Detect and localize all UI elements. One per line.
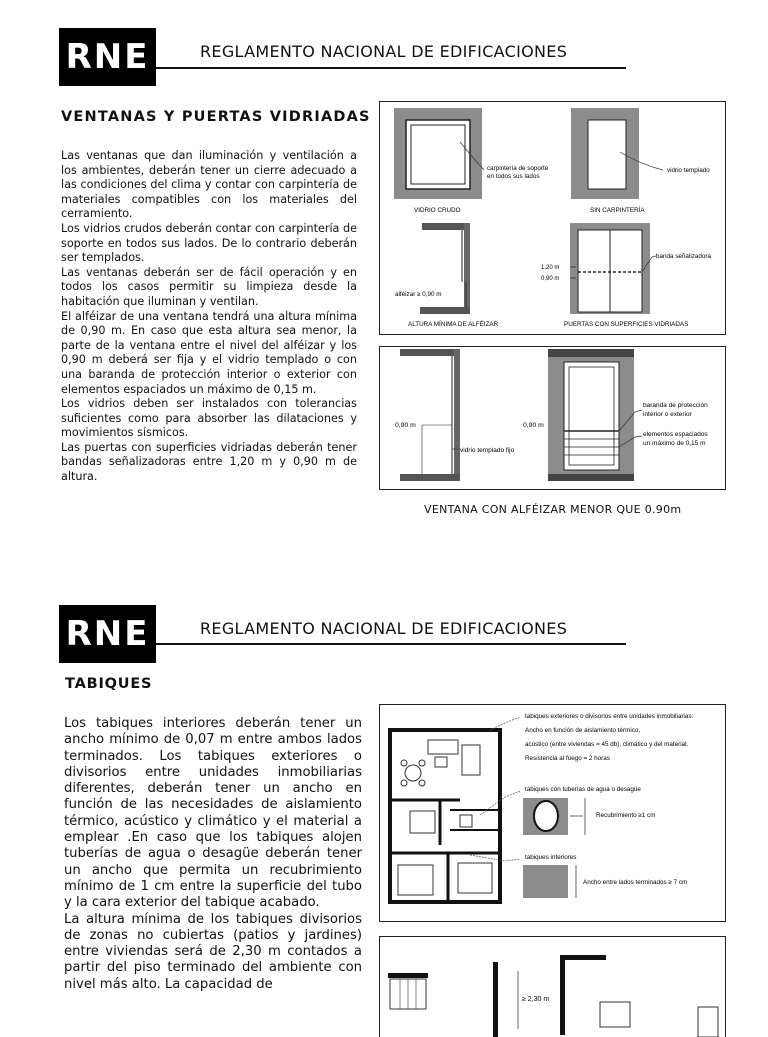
label-tuberias: tabiques con tuberías de agua o desagüe [525,786,641,793]
paragraph: Las ventanas que dan iluminación y ventilación a los ambientes, deberán tener un cierre adecuado a las condiciones del clima y contar con carpintería de materiales compatibles con los materiales del cerramiento. [61,149,357,221]
low-sill-window-figure [379,346,726,490]
figure-caption: VENTANA CON ALFÉIZAR MENOR QUE 0.90m [424,503,682,516]
paragraph: El alféizar de una ventana tendrá una altura mínima de 0,90 m. En caso que esta altura sea menor, la parte de la ventana entre el nivel del alféizar y los 0,90 m deberá ser fija y el vidrio templado o con una baranda de protección interior o exterior con elementos espaciados un máximo de 0,15 m. [61,309,357,396]
label-baranda: baranda de protección [643,402,708,409]
window-types-figure [379,101,726,335]
paragraph: Las ventanas deberán ser de fácil operación y en todos los casos permitir su limpieza desde la habitación que iluminan y ventilan. [61,265,357,308]
label-elementos: elementos espaciados [643,431,708,438]
label-exteriores: tabiques exteriores o divisorios entre unidades inmobiliarias: [525,713,694,720]
page-header: REGLAMENTO NACIONAL DE EDIFICACIONES [200,619,568,638]
label-carpinteria: en todos sus lados [487,173,540,180]
label-interiores: tabiques interiores [525,854,577,861]
paragraph: La altura mínima de los tabiques divisorios de zonas no cubiertas (patios y jardines) entre viviendas será de 2,30 m contados a partir del piso terminado del ambiente con nivel más alto. La capacidad de [64,911,362,992]
caption-puertas: PUERTAS CON SUPERFICIES VIDRIADAS [564,321,689,328]
label-exteriores: Ancho en función de aislamiento térmico, [525,727,641,734]
label-alfeizar: alféizar ≥ 0,90 m [395,291,442,298]
label-banda: banda señalizadora [656,253,711,260]
label-vidrio-templado: vidrio templado [667,167,710,174]
partition-height-figure [379,936,726,1037]
label-090-left: 0,90 m [395,422,416,429]
header-rule [156,67,626,69]
caption-sin-carpinteria: SIN CARPINTERÍA [590,207,645,214]
rne-logo: RNE [59,28,156,86]
caption-vidrio-crudo: VIDRIO CRUDO [414,207,461,214]
section-title: TABIQUES [65,676,153,692]
label-elementos: un máximo de 0,15 m [643,440,706,447]
partitions-figure [379,704,726,922]
section-body [64,716,362,993]
paragraph: Las puertas con superficies vidriadas deberán tener bandas señalizadoras entre 1,20 m y 0,90 m de altura. [61,440,357,484]
label-recubrimiento: Recubrimiento ≥1 cm [596,812,656,819]
caption-altura: ALTURA MÍNIMA DE ALFÉIZAR [408,321,499,328]
label-baranda: interior o exterior [643,411,692,418]
section-title: VENTANAS Y PUERTAS VIDRIADAS [61,109,371,125]
label-vidrio-fijo: vidrio templado fijo [460,447,515,454]
label-230: ≥ 2,30 m [522,996,550,1003]
label-exteriores: Resistencia al fuego = 2 horas [525,755,610,762]
paragraph: Los tabiques interiores deberán tener un ancho mínimo de 0,07 m entre ambos lados terminados. Los tabiques exteriores o divisorios entre unidades inmobiliarias diferentes, deberán tener un ancho en función de las necesidades de aislamiento térmico, acústico y climático y el material a emplear .En caso que los tabiques alojen tuberías de agua o desagüe deberán tener un ancho que permita un recubrimiento mínimo de 1 cm entre la superficie del tubo y la cara exterior del tabique acabado. [64,716,362,911]
label-120: 1,20 m [541,265,560,271]
page-header: REGLAMENTO NACIONAL DE EDIFICACIONES [200,42,568,61]
label-ancho: Ancho entre lados terminados ≥ 7 cm [583,879,688,886]
label-090: 0,90 m [541,276,560,282]
header-rule [156,643,626,645]
label-carpinteria: carpintería de soporte [487,165,549,172]
section-body [61,149,357,485]
label-exteriores: acústico (entre viviendas = 45 db), climático y del material. [525,741,689,748]
rne-logo: RNE [59,605,156,663]
label-090-right: 0,90 m [523,422,544,429]
paragraph: Los vidrios deben ser instalados con tolerancias suficientes como para absorber las dilataciones y movimientos sísmicos. [61,397,357,440]
paragraph: Los vidrios crudos deberán contar con carpintería de soporte en todos sus lados. De lo contrario deberán ser templados. [61,221,357,265]
